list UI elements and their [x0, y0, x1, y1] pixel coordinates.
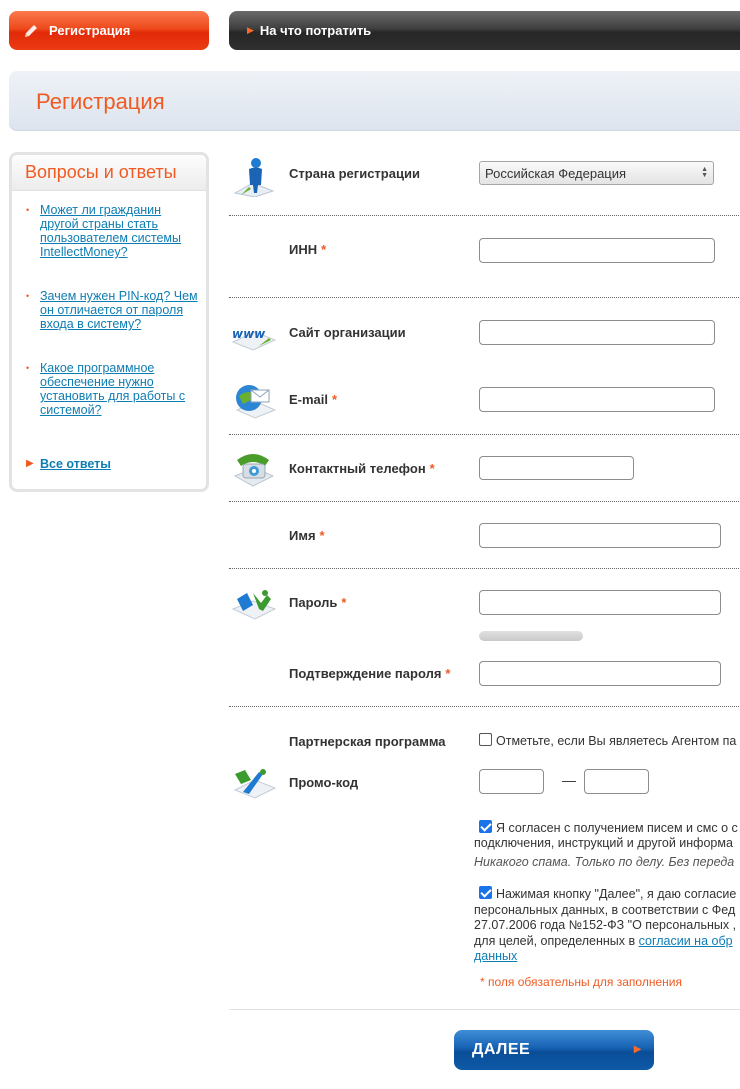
- password-confirm-label: [289, 666, 450, 681]
- phone-input[interactable]: [479, 456, 634, 480]
- consent-pd-link-line2: [474, 949, 517, 964]
- consent-pd-text-line1: Нажимая кнопку "Далее", я даю согласие: [496, 887, 737, 901]
- faq-panel: [9, 152, 209, 492]
- inn-input[interactable]: [479, 238, 715, 263]
- form-bottom-divider: [229, 1009, 740, 1010]
- consent-mailing-text-line1: Я согласен с получением писем и смс о с: [496, 821, 738, 835]
- bullet-icon: •: [26, 291, 30, 301]
- consent-pd-link[interactable]: согласии на обр: [638, 934, 733, 948]
- consent-pd-text-line4: [474, 934, 733, 949]
- consent-pd-prefix: для целей, определенных в: [474, 934, 639, 948]
- required-mark: *: [341, 595, 347, 610]
- consent-mailing-note: Никакого спама. Только по делу. Без переда: [474, 855, 735, 869]
- next-button-label: ДАЛЕЕ: [472, 1041, 531, 1058]
- page-title-bar: [9, 71, 740, 131]
- consent-personal-data-checkbox[interactable]: [479, 886, 492, 899]
- site-input[interactable]: [479, 320, 715, 345]
- site-label: Сайт организации: [289, 325, 406, 340]
- faq-link-foreign-citizen[interactable]: [26, 203, 202, 259]
- user-icon: [229, 155, 277, 197]
- faq-link-text: Какое программное обеспечение нужно установить для работы с системой?: [40, 361, 186, 417]
- tab-spend-label: На что потратить: [259, 23, 372, 38]
- updown-arrows-icon: ▲ ▼: [701, 166, 708, 179]
- required-mark: *: [321, 242, 327, 257]
- name-label-text: Имя: [289, 528, 316, 543]
- tab-registration[interactable]: [9, 11, 209, 50]
- row-separator: [229, 434, 740, 435]
- email-label-text: E-mail: [289, 392, 329, 407]
- faq-link-text: Зачем нужен PIN-код? Чем он отличается от пароля входа в систему?: [40, 289, 198, 331]
- country-select[interactable]: [479, 161, 714, 185]
- partner-checkbox[interactable]: [479, 733, 492, 746]
- consent-pd-link-cont[interactable]: данных: [474, 949, 518, 963]
- faq-title: Вопросы и ответы: [12, 155, 206, 191]
- country-label: Страна регистрации: [289, 166, 420, 181]
- row-separator: [229, 568, 740, 569]
- password-confirm-label-text: Подтверждение пароля: [289, 666, 442, 681]
- phone-label: [289, 461, 435, 476]
- partner-label: Партнерская программа: [289, 734, 446, 749]
- promo-input-part1[interactable]: [479, 769, 544, 794]
- password-strength-bar: [479, 631, 583, 641]
- faq-all-answers-link[interactable]: [26, 457, 111, 471]
- consent-mailing-checkbox[interactable]: [479, 820, 492, 833]
- name-label: [289, 528, 325, 543]
- name-input[interactable]: [479, 523, 721, 548]
- promo-dash: —: [562, 772, 576, 788]
- promo-label: Промо-код: [289, 775, 359, 790]
- required-fields-note: * поля обязательны для заполнения: [480, 975, 682, 989]
- faq-link-text: Может ли гражданин другой страны стать пользователем системы IntellectMoney?: [40, 203, 182, 259]
- country-select-value: Российская Федерация: [485, 166, 627, 181]
- email-icon: [229, 378, 277, 420]
- promo-input-part2[interactable]: [584, 769, 649, 794]
- consent-pd-text-line2: персональных данных, в соответствии с Фед: [474, 903, 736, 917]
- bullet-icon: •: [26, 205, 30, 215]
- password-confirm-input[interactable]: [479, 661, 721, 686]
- phone-icon: [229, 446, 277, 488]
- email-input[interactable]: [479, 387, 715, 412]
- faq-all-answers-text: Все ответы: [40, 457, 111, 471]
- password-icon: [229, 583, 277, 625]
- arrow-right-icon: ▶: [247, 25, 254, 35]
- promo-tools-icon: [229, 760, 277, 802]
- www-icon: [229, 312, 277, 354]
- arrow-right-icon: ▶: [633, 1044, 642, 1055]
- password-label: [289, 595, 346, 610]
- next-button[interactable]: [454, 1030, 654, 1070]
- pencil-icon: [23, 23, 39, 39]
- consent-pd-text-line3: 27.07.2006 года №152-ФЗ "О персональных ,: [474, 918, 737, 932]
- email-label: [289, 392, 337, 407]
- faq-link-software[interactable]: [26, 361, 202, 417]
- row-separator: [229, 297, 740, 298]
- password-label-text: Пароль: [289, 595, 338, 610]
- svg-text:www: www: [232, 327, 266, 341]
- row-separator: [229, 501, 740, 502]
- required-mark: *: [429, 461, 435, 476]
- inn-label: [289, 242, 326, 257]
- tab-registration-label: Регистрация: [49, 23, 131, 38]
- page-title: Регистрация: [36, 89, 165, 114]
- inn-label-text: ИНН: [289, 242, 318, 257]
- password-input[interactable]: [479, 590, 721, 615]
- consent-mailing-text-line2: подключения, инструкций и другой информа: [474, 836, 733, 850]
- bullet-icon: •: [26, 363, 30, 373]
- phone-label-text: Контактный телефон: [289, 461, 426, 476]
- tab-spend[interactable]: [229, 11, 740, 50]
- arrow-right-icon: ▶: [26, 458, 34, 469]
- required-mark: *: [319, 528, 325, 543]
- required-mark: *: [445, 666, 451, 681]
- faq-link-pin-code[interactable]: [26, 289, 202, 331]
- partner-checkbox-text: Отметьте, если Вы являетесь Агентом па: [496, 734, 737, 748]
- required-mark: *: [332, 392, 338, 407]
- row-separator: [229, 215, 740, 216]
- row-separator: [229, 706, 740, 707]
